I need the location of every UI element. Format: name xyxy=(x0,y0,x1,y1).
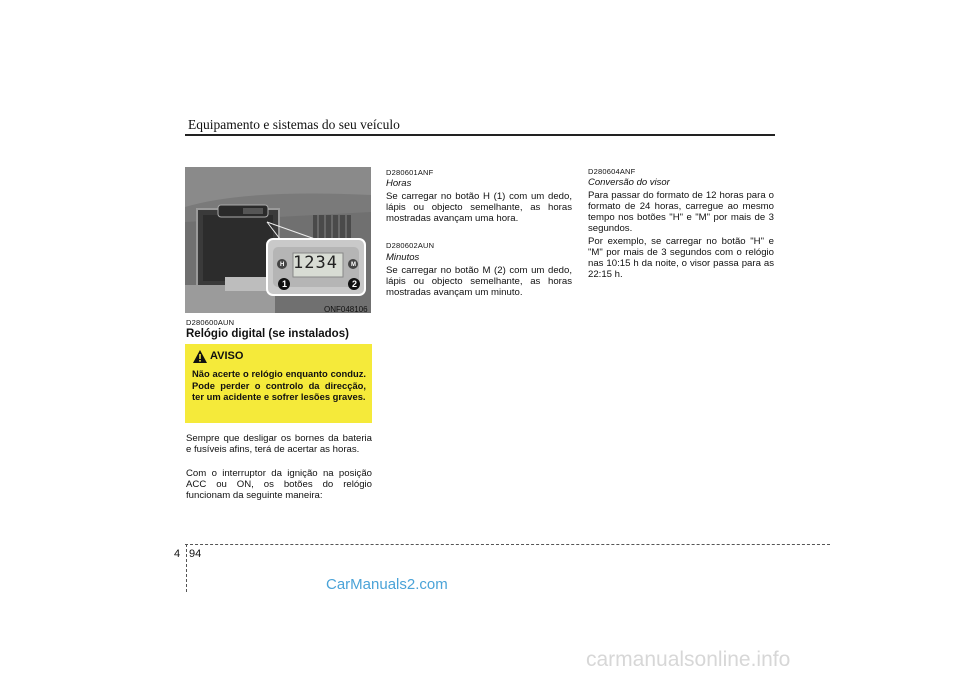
clock-photo xyxy=(185,167,371,313)
section-code: D280600AUN xyxy=(186,318,235,327)
warning-icon xyxy=(193,350,207,363)
display-text-1: Para passar do formato de 12 horas para o formato de 24 horas, carregue ao mesmo tempo nos botões "H" e "M" por mais de 3 segundos. xyxy=(588,190,774,234)
display-text-2: Por exemplo, se carregar no botão "H" e "M" por mais de 3 segundos com o relógio nas 10:15 h da noite, o visor passa para as 22:15 h. xyxy=(588,236,774,280)
button-h-label: H xyxy=(280,262,285,268)
display-heading: Conversão do visor xyxy=(588,177,670,188)
paragraph-ignition: Com o interruptor da ignição na posição ACC ou ON, os botões do relógio funcionam da seguinte maneira: xyxy=(186,468,372,501)
page-header-title: Equipamento e sistemas do seu veículo xyxy=(188,117,400,132)
button-m-label: M xyxy=(351,262,356,268)
figure-code: ONF048106 xyxy=(324,305,368,314)
section-heading: Relógio digital (se instalados) xyxy=(186,328,349,340)
minutes-text: Se carregar no botão M (2) com um dedo, lápis ou objecto semelhante, as horas mostradas avançam um minuto. xyxy=(386,265,572,298)
page-number: 94 xyxy=(189,548,202,560)
warning-title: AVISO xyxy=(210,350,244,362)
warning-text: Não acerte o relógio enquanto conduz. Pode perder o controlo da direcção, ter um acidente e sofrer lesões graves. xyxy=(192,368,366,403)
marker-2: 2 xyxy=(352,279,358,289)
hours-heading: Horas xyxy=(386,178,412,189)
display-code: D280604ANF xyxy=(588,167,636,176)
footer-vertical-rule xyxy=(186,544,187,592)
watermark-carmanualsonline: carmanualsonline.info xyxy=(586,648,791,671)
hours-text: Se carregar no botão H (1) com um dedo, lápis ou objecto semelhante, as horas mostradas avançam uma hora. xyxy=(386,191,572,224)
paragraph-battery: Sempre que desligar os bornes da bateria e fusíveis afins, terá de acertar as horas. xyxy=(186,433,372,455)
marker-1: 1 xyxy=(282,279,288,289)
header-rule xyxy=(185,134,775,136)
watermark-link-carmanuals2[interactable]: CarManuals2.com xyxy=(326,576,448,593)
footer-rule xyxy=(185,544,830,545)
clock-display-digits: 1234 xyxy=(293,253,338,273)
hours-code: D280601ANF xyxy=(386,168,434,177)
clock-photo-illustration xyxy=(185,167,371,313)
minutes-heading: Minutos xyxy=(386,252,420,263)
minutes-code: D280602AUN xyxy=(386,241,435,250)
section-number: 4 xyxy=(174,548,181,560)
